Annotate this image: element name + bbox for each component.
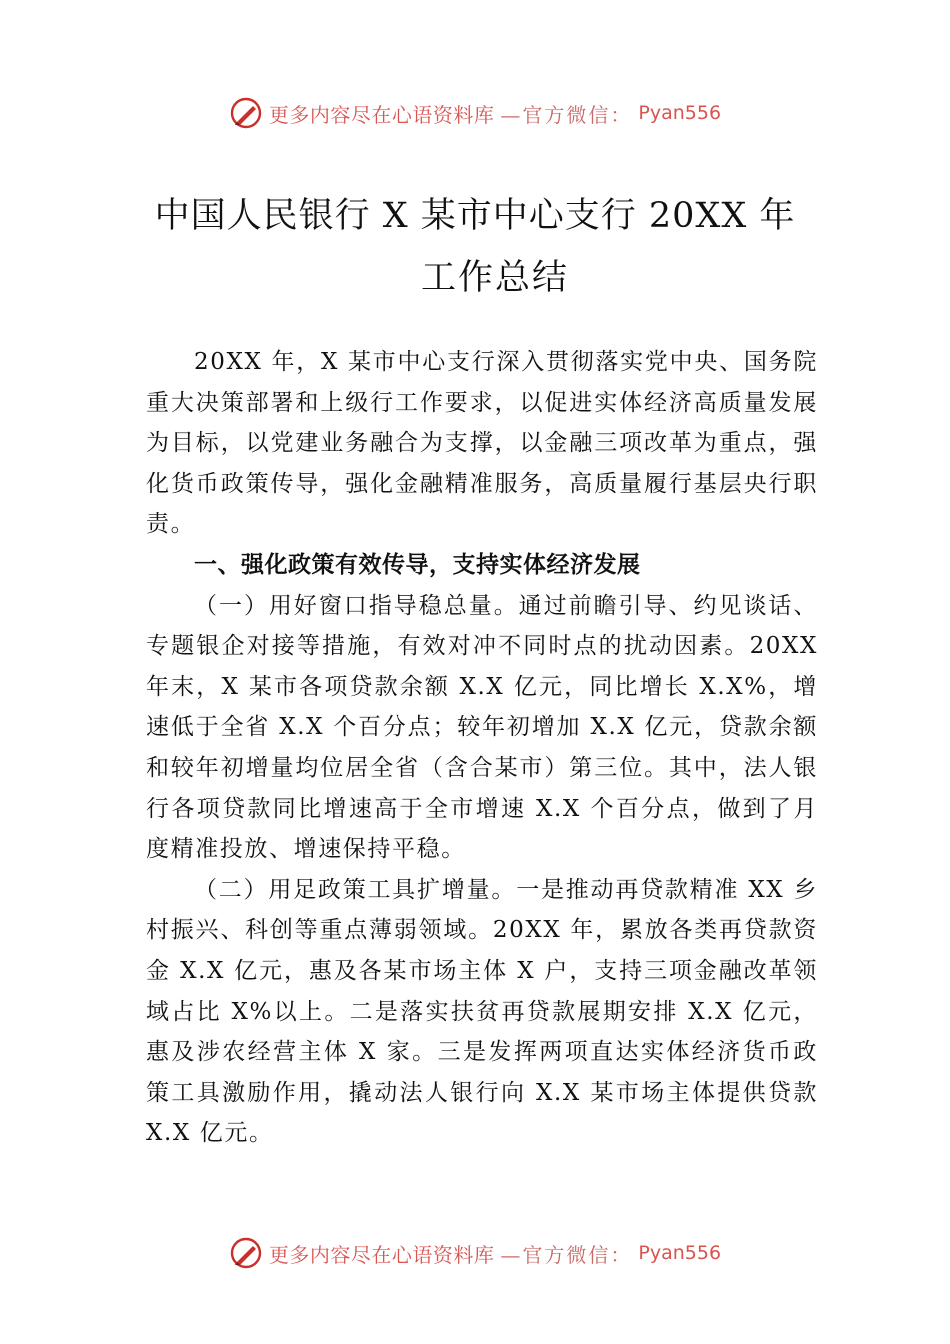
- document-title-line2: 工作总结: [420, 258, 569, 298]
- watermark-main-text: 更多内容尽在心语资料库: [268, 102, 495, 127]
- document-body: [146, 342, 818, 1154]
- pen-logo-icon: [229, 96, 263, 130]
- watermark-main-text: 更多内容尽在心语资料库: [268, 1242, 495, 1267]
- footer-watermark: [0, 1236, 950, 1270]
- pen-logo-icon: [229, 1236, 263, 1270]
- section-heading: 一、强化政策有效传导，支持实体经济发展: [194, 551, 641, 578]
- item-2-body: 一是推动再贷款精准 XX 乡村振兴、科创等重点薄弱领域。20XX 年，累放各类再贷款资金 X.X 亿元，惠及各某市场主体 X 户，支持三项金融改革领域占比 X%以上。二是落实扶贫再贷款展期安排 X.X 亿元，惠及涉农经营主体 X 家。三是发挥两项直达实体经济货币政策工具激励作用，撬动法人银行向 X.X 某市场主体提供贷款 X.X 亿元。: [146, 876, 818, 1147]
- item-1-paragraph: [146, 586, 818, 870]
- item-2-lead: （二）用足政策工具扩增量。: [194, 876, 517, 903]
- intro-paragraph: 20XX 年，X 某市中心支行深入贯彻落实党中央、国务院重大决策部署和上级行工作要求，以促进实体经济高质量发展为目标，以党建业务融合为支撑，以金融三项改革为重点，强化货币政策传导，强化金融精准服务，高质量履行基层央行职责。: [146, 349, 818, 538]
- item-1-body: 通过前瞻引导、约见谈话、专题银企对接等措施，有效对冲不同时点的扰动因素。20XX 年末，X 某市各项贷款余额 X.X 亿元，同比增长 X.X%，增速低于全省 X.X 个百分点；较年初增加 X.X 亿元，贷款余额和较年初增量均位居全省（含合某市）第三位。其中，法人银行各项贷款同比增速高于全市增速 X.X 个百分点，做到了月度精准投放、增速保持平稳。: [146, 592, 818, 863]
- document-title-line1: 中国人民银行 X 某市中心支行 20XX 年: [154, 196, 796, 236]
- header-watermark: [0, 96, 950, 130]
- item-2-paragraph: [146, 870, 818, 1154]
- watermark-tail-text: —官方微信：: [500, 1242, 633, 1267]
- watermark-wechat-id: Pyan556: [638, 102, 722, 124]
- watermark-wechat-id: Pyan556: [638, 1242, 722, 1264]
- watermark-tail-text: —官方微信：: [500, 102, 633, 127]
- item-1-lead: （一）用好窗口指导稳总量。: [194, 592, 519, 619]
